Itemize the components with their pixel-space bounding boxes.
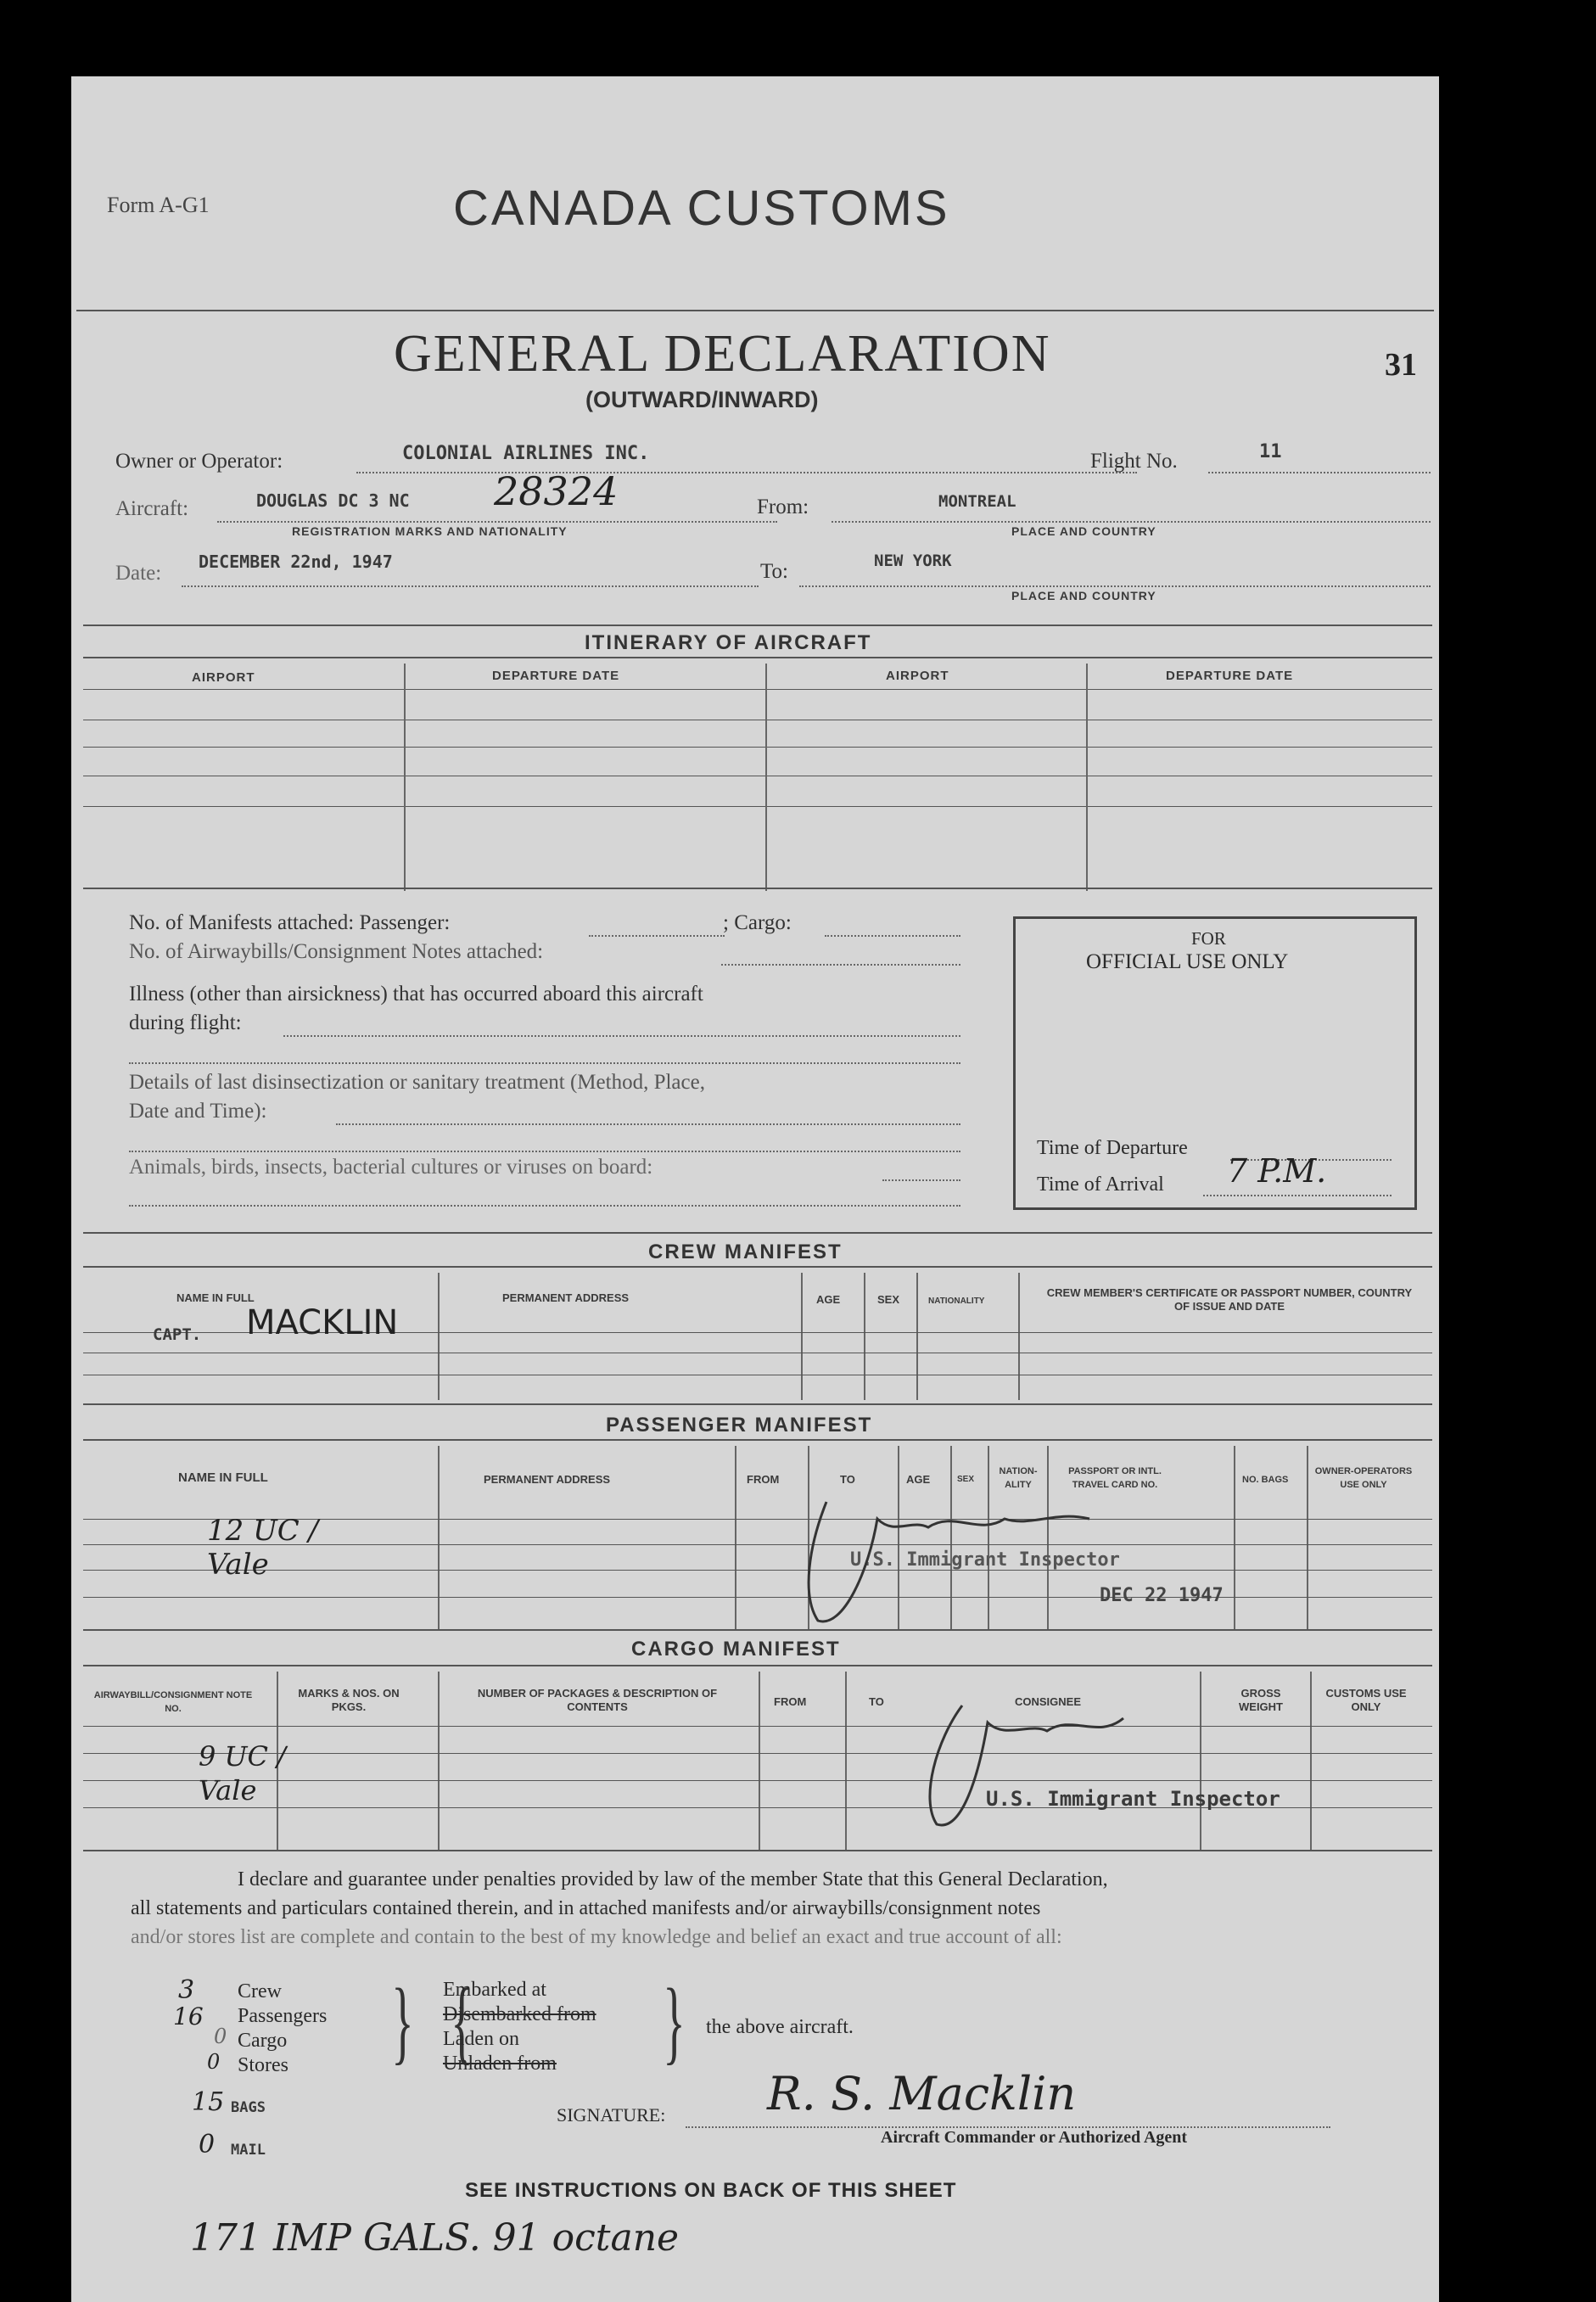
passenger-top-rule [83,1403,1432,1405]
to-caption: PLACE AND COUNTRY [1011,589,1156,602]
date-label: Date: [115,562,162,585]
declaration-line-3: and/or stores list are complete and contain to the best of my knowledge and belief an exact and true account of all: [131,1926,1062,1948]
to-value: NEW YORK [874,552,952,570]
cargo-count-label: Cargo [238,2030,288,2052]
manifests-cargo-label: ; Cargo: [723,911,792,934]
itinerary-row-rule [83,689,1432,690]
direction-subtitle: (OUTWARD/INWARD) [585,387,819,412]
cargo-header-gross-weight: GROSS WEIGHT [1239,1687,1283,1713]
illness-line-2 [129,1062,960,1064]
itinerary-row-rule [83,806,1432,807]
itinerary-bottom-rule [83,888,1432,889]
crew-header-certificate: CREW MEMBER'S CERTIFICATE OR PASSPORT NUMBER, COUNTRY OF ISSUE AND DATE [1046,1286,1413,1313]
official-for: FOR [1191,928,1226,949]
crew-header-sex: SEX [877,1293,900,1306]
cargo-row-rule [83,1726,1432,1727]
manifests-passenger-label: No. of Manifests attached: Passenger: [129,911,451,934]
flight-line [1208,472,1431,473]
passenger-stamp: U.S. Immigrant Inspector [850,1549,1120,1571]
mail-label: MAIL [231,2142,266,2159]
left-brace: } [391,1969,414,2073]
cargo-header-packages: NUMBER OF PACKAGES & DESCRIPTION OF CONTENTS [477,1687,718,1713]
crew-name-typed: CAPT. [153,1325,202,1344]
airwaybills-label: No. of Airwaybills/Consignment Notes attached: [129,940,544,963]
aircraft-line [217,521,777,523]
cargo-count: 0 [214,2025,227,2048]
to-label: To: [760,560,788,583]
passenger-header-nationality: NATION-ALITY [999,1466,1038,1490]
itinerary-title: ITINERARY OF AIRCRAFT [585,631,872,654]
itinerary-col-rule [404,664,406,891]
passenger-header-age: AGE [906,1473,931,1486]
signature-caption: Aircraft Commander or Authorized Agent [881,2128,1188,2147]
crew-title: CREW MANIFEST [648,1241,843,1263]
manifests-passenger-line [589,935,725,937]
passenger-header-owner: OWNER-OPERATORS USE ONLY [1314,1466,1413,1490]
owner-line [356,472,1137,473]
itinerary-title-rule [83,657,1432,658]
middle-brace: { [451,1969,473,2073]
flight-value: 11 [1259,441,1282,462]
registration-caption: REGISTRATION MARKS AND NATIONALITY [292,524,568,538]
cargo-inspector-signature [835,1672,1208,1841]
passenger-hand-note: 12 UC / Vale [207,1514,319,1582]
crew-title-rule [83,1266,1432,1268]
passengers-count: 16 [173,2002,204,2030]
passenger-col-rule [1234,1446,1235,1629]
crew-count: 3 [178,1975,195,2005]
passengers-count-label: Passengers [238,2005,328,2027]
details-label-1: Details of last disinsectization or sanitary treatment (Method, Place, [129,1071,705,1094]
time-of-arrival-value: 7 P.M. [1227,1152,1327,1190]
illness-label-2: during flight: [129,1011,242,1034]
unladen-label: Unladen from [443,2053,557,2075]
header-rule [76,310,1434,311]
passenger-header-address: PERMANENT ADDRESS [484,1473,611,1486]
cargo-bottom-rule [83,1850,1432,1851]
cargo-hand-note: 9 UC / Vale [199,1740,286,1806]
declaration-line-1: I declare and guarantee under penalties provided by law of the member State that this General Declaration, [238,1868,1108,1890]
agency-title: CANADA CUSTOMS [453,181,950,236]
airwaybills-line [721,964,960,966]
animals-line-2 [129,1205,960,1207]
illness-line [283,1035,960,1037]
cargo-col-rule [1310,1672,1312,1850]
passenger-col-rule [735,1446,736,1629]
passenger-title-rule [83,1439,1432,1441]
stores-count: 0 [207,2050,221,2074]
cargo-stamp: U.S. Immigrant Inspector [986,1787,1280,1811]
crew-col-rule [438,1273,440,1400]
page-number: 31 [1385,347,1417,383]
crew-top-rule [83,1232,1432,1234]
from-caption: PLACE AND COUNTRY [1011,524,1156,538]
cargo-header-to: TO [869,1695,884,1708]
crew-count-label: Crew [238,1980,282,2002]
aircraft-label: Aircraft: [115,497,189,520]
aircraft-typed: DOUGLAS DC 3 NC [256,490,410,511]
to-line [799,585,1431,587]
passenger-header-bags: NO. BAGS [1242,1475,1289,1485]
crew-col-rule [1018,1273,1020,1400]
itinerary-col-rule [1086,664,1088,891]
passenger-header-from: FROM [747,1473,780,1486]
cargo-title: CARGO MANIFEST [631,1638,841,1661]
form-number: Form A-G1 [107,193,210,217]
illness-label-1: Illness (other than airsickness) that has occurred aboard this aircraft [129,983,703,1005]
passenger-col-rule [1307,1446,1308,1629]
itinerary-header-airport-1: AIRPORT [192,670,255,685]
details-label-2: Date and Time): [129,1100,267,1123]
crew-col-rule [864,1273,865,1400]
itinerary-col-rule [765,664,767,891]
above-aircraft-label: the above aircraft. [706,2016,854,2038]
stores-count-label: Stores [238,2054,288,2076]
itinerary-header-departure-2: DEPARTURE DATE [1166,669,1294,683]
right-brace: } [663,1969,686,2073]
crew-header-nationality: NATIONALITY [928,1297,985,1306]
details-line [336,1123,960,1125]
aircraft-registration: 28324 [494,468,619,514]
crew-header-name: NAME IN FULL [176,1291,255,1304]
crew-header-address: PERMANENT ADDRESS [502,1291,630,1304]
from-line [832,521,1431,523]
animals-label: Animals, birds, insects, bacterial cultures or viruses on board: [129,1156,653,1179]
crew-header-age: AGE [816,1293,841,1306]
cargo-header-marks: MARKS & NOS. ON PKGS. [298,1687,400,1713]
date-value: DECEMBER 22nd, 1947 [199,552,393,572]
itinerary-header-departure-1: DEPARTURE DATE [492,669,620,683]
arrival-line [1203,1195,1392,1196]
passenger-header-passport: PASSPORT OR INTL. TRAVEL CARD NO. [1068,1466,1162,1490]
itinerary-top-rule [83,625,1432,626]
footer-instructions: SEE INSTRUCTIONS ON BACK OF THIS SHEET [465,2179,957,2202]
passenger-inspector-signature [750,1468,1123,1638]
cargo-header-airwaybill: AIRWAYBILL/CONSIGNMENT NOTE NO. [93,1690,253,1714]
official-title: OFFICIAL USE ONLY [1086,950,1289,973]
manifests-cargo-line [825,935,960,937]
crew-col-rule [916,1273,918,1400]
cargo-title-rule [83,1665,1432,1666]
declaration-line-2: all statements and particulars contained therein, and in attached manifests and/or airwaybills/consignment notes [131,1897,1041,1919]
cargo-header-consignee: CONSIGNEE [1015,1695,1082,1708]
passenger-stamp-date: DEC 22 1947 [1100,1585,1224,1606]
passenger-title: PASSENGER MANIFEST [606,1414,873,1437]
from-label: From: [757,496,809,518]
flight-label: Flight No. [1090,450,1178,473]
signature-label: SIGNATURE: [557,2104,666,2126]
passenger-col-rule [438,1446,440,1629]
bags-count: 15 [192,2087,225,2117]
footer-handwritten-note: 171 IMP GALS. 91 octane [190,2216,680,2260]
owner-value: COLONIAL AIRLINES INC. [402,443,650,464]
crew-name-hand: MACKLIN [246,1303,399,1342]
animals-line [882,1179,960,1181]
itinerary-header-airport-2: AIRPORT [886,669,949,683]
owner-label: Owner or Operator: [115,450,283,473]
itinerary-row-rule [83,747,1432,748]
date-line [182,585,759,587]
passenger-header-sex: SEX [957,1475,975,1484]
form-paper [71,76,1439,2302]
cargo-col-rule [759,1672,760,1850]
cargo-header-from: FROM [774,1695,807,1708]
page-title: GENERAL DECLARATION [394,325,1051,383]
cargo-col-rule [438,1672,440,1850]
passenger-header-name: NAME IN FULL [178,1470,268,1485]
embarked-label: Embarked at [443,1979,546,2001]
crew-col-rule [801,1273,803,1400]
details-line-2 [129,1151,960,1152]
laden-label: Laden on [443,2028,519,2050]
cargo-top-rule [83,1629,1432,1631]
cargo-header-customs: CUSTOMS USE ONLY [1325,1687,1407,1713]
passenger-header-to: TO [840,1473,855,1486]
signature-value: R. S. Macklin [767,2067,1077,2120]
from-value: MONTREAL [938,492,1016,511]
time-of-departure-label: Time of Departure [1037,1137,1188,1159]
mail-count: 0 [199,2130,216,2159]
disembarked-label: Disembarked from [443,2003,596,2025]
bags-label: BAGS [231,2099,266,2116]
time-of-arrival-label: Time of Arrival [1037,1173,1164,1196]
